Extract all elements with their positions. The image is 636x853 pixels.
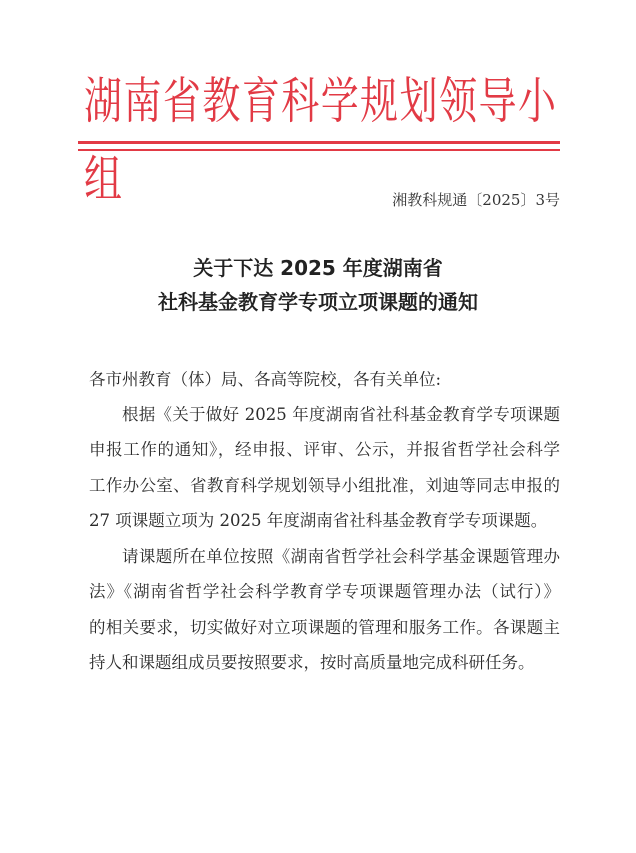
body-line: 27 项课题立项为 2025 年度湖南省社科基金教育学专项课题。 bbox=[89, 511, 548, 530]
body-line: 请课题所在单位按照《湖南省哲学社会科学基金课题管理办 bbox=[122, 547, 560, 566]
body-line: 工作办公室、省教育科学规划领导小组批准，刘迪等同志申报的 bbox=[89, 476, 560, 495]
body-line: 持人和课题组成员要按照要求，按时高质量地完成科研任务。 bbox=[89, 653, 535, 672]
body-line: 根据《关于做好 2025 年度湖南省社科基金教育学专项课题 bbox=[122, 405, 560, 424]
red-header-rule-thick bbox=[78, 141, 560, 144]
body-line: 法》《湖南省哲学社会科学教育学专项课题管理办法（试行）》 bbox=[89, 582, 560, 601]
document-number: 湘教科规通〔2025〕3号 bbox=[392, 191, 560, 209]
salutation: 各市州教育（体）局、各高等院校，各有关单位: bbox=[89, 370, 442, 389]
red-header-rule-thin bbox=[78, 149, 560, 151]
body-line: 申报工作的通知》，经申报、评审、公示，并报省哲学社会科学 bbox=[89, 440, 560, 459]
issuing-organization-header: 湖南省教育科学规划领导小组 bbox=[84, 72, 556, 208]
body-line: 的相关要求，切实做好对立项课题的管理和服务工作。各课题主 bbox=[89, 618, 560, 637]
document-title-line-1: 关于下达 2025 年度湖南省 bbox=[193, 256, 443, 280]
document-title-line-2: 社科基金教育学专项立项课题的通知 bbox=[158, 290, 478, 314]
